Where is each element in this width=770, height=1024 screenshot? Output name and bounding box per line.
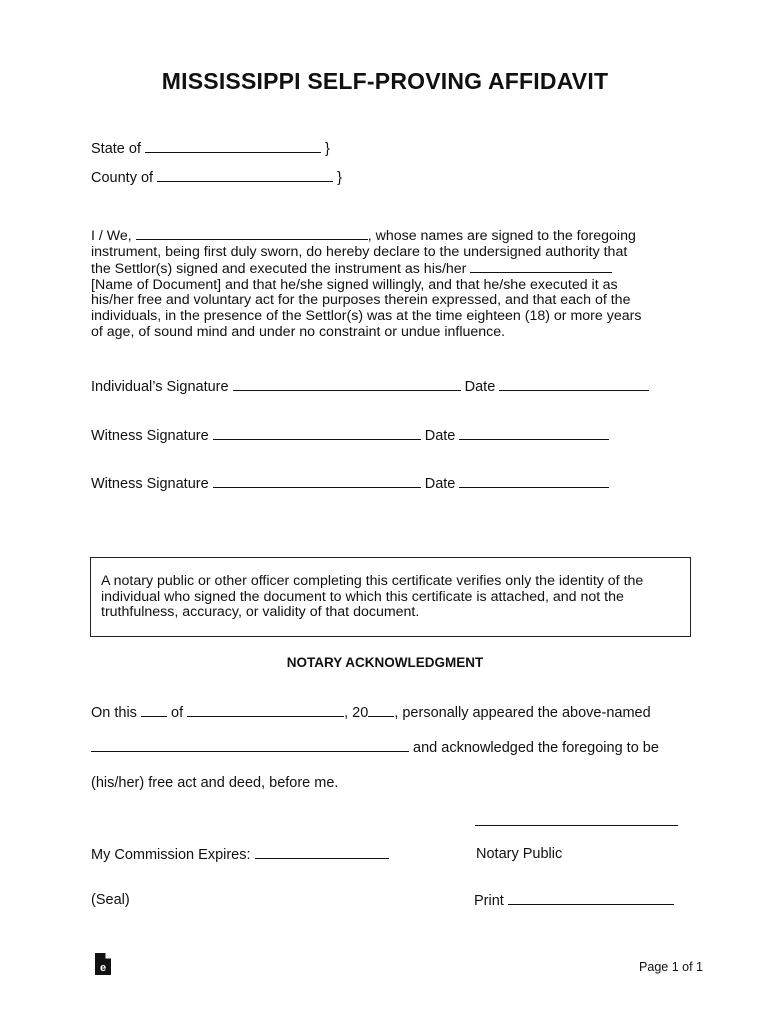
county-brace: } [337,170,342,186]
affidavit-line [91,260,691,278]
on-this-label: On this [91,705,137,721]
affidavit-text: the Settlor(s) signed and executed the instrument as his/her [91,261,467,278]
individual-signature-field[interactable] [233,378,461,391]
affidavit-line: instrument, being first duly sworn, do hereby declare to the undersigned authority that [91,243,628,260]
print-name-field[interactable] [508,892,674,905]
affidavit-line: individuals, in the presence of the Settlor(s) was at the time eighteen (18) or more years [91,307,642,324]
notary-notice-box [90,557,691,637]
date-label: Date [424,476,456,492]
notice-line: truthfulness, accuracy, or validity of that document. [101,604,420,621]
witness2-date-field[interactable] [459,475,609,488]
document-title: MISSISSIPPI SELF-PROVING AFFIDAVIT [161,68,609,94]
affidavit-line: of age, of sound mind and under no constraint or undue influence. [91,323,506,340]
individual-date-field[interactable] [499,378,649,391]
commission-label: My Commission Expires: [91,847,251,863]
state-field[interactable] [145,140,321,153]
affidavit-line [91,227,691,245]
commission-expires-field[interactable] [255,846,389,859]
date-label: Date [464,379,496,395]
state-row [91,140,330,157]
day-field[interactable] [141,704,167,717]
affidavit-line: his/her free and voluntary act for the purposes therein expressed, and that each of the [91,292,631,309]
county-field[interactable] [157,169,333,182]
notary-public-label: Notary Public [476,846,563,862]
witness2-signature-row [91,475,609,492]
commission-row [91,846,389,863]
notary-name-row [91,739,659,756]
state-brace: } [325,141,330,157]
document-name-field[interactable] [470,260,612,273]
witness-signature-label: Witness Signature [91,428,209,444]
individual-signature-row [91,378,649,395]
eforms-logo-icon [94,952,112,976]
affidavit-text: I / We, [91,228,132,244]
print-label: Print [474,893,504,909]
seal-label: (Seal) [91,892,130,908]
witness1-signature-row [91,427,609,444]
witness1-signature-field[interactable] [213,427,421,440]
witness2-signature-field[interactable] [213,475,421,488]
print-row [474,892,674,909]
affidavit-line: [Name of Document] and that he/she signed willingly, and that he/she executed it as [91,276,618,293]
year-field[interactable] [368,704,394,717]
svg-text:e: e [99,962,107,974]
affidavit-text: , whose names are signed to the foregoing [367,228,636,244]
names-field[interactable] [136,227,368,240]
month-field[interactable] [187,704,344,717]
witness-signature-label: Witness Signature [91,476,209,492]
state-label: State of [91,141,141,157]
acknowledged-text: and acknowledged the foregoing to be [413,740,659,756]
free-act-text: (his/her) free act and deed, before me. [91,775,339,791]
appeared-text: , personally appeared the above-named [394,705,651,721]
affidavit-paragraph [91,227,691,340]
page-number: Page 1 of 1 [639,960,703,974]
notary-signature-line[interactable] [475,825,678,826]
notice-line: A notary public or other officer completing this certificate verifies only the identity of the [101,573,644,589]
county-label: County of [91,170,154,186]
notice-line: individual who signed the document to which this certificate is attached, and not the [101,588,624,605]
individual-signature-label: Individual’s Signature [91,379,229,395]
notary-date-row [91,704,651,721]
year-prefix: , 20 [344,705,369,721]
county-row [91,169,342,186]
witness1-date-field[interactable] [459,427,609,440]
appeared-name-field[interactable] [91,739,409,752]
date-label: Date [424,428,456,444]
notary-heading: NOTARY ACKNOWLEDGMENT [286,655,484,670]
of-label: of [171,705,184,721]
